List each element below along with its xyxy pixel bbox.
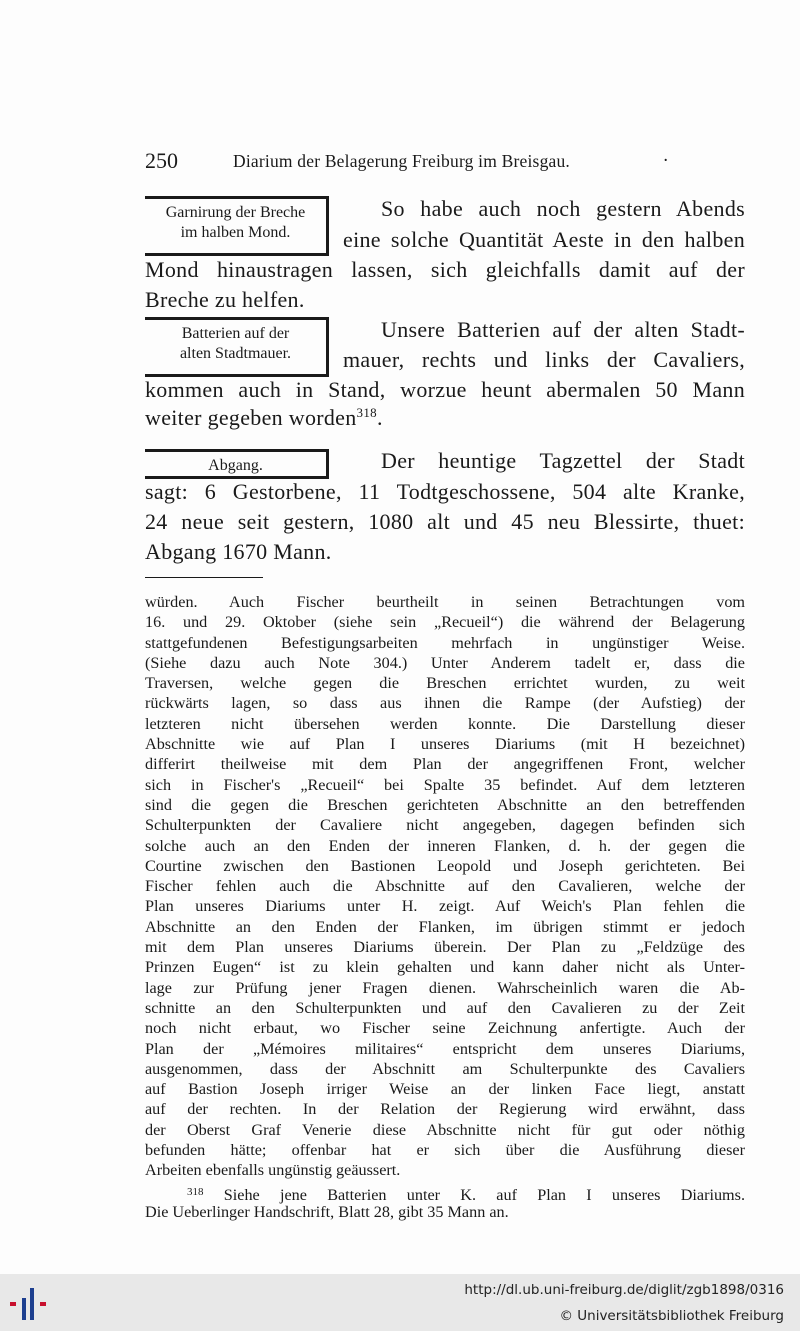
- body-line-text: weiter gegeben worden: [145, 405, 357, 430]
- footnote-line: mit dem Plan unseres Diariums überein. Der Plan zu „Feldzüge des: [145, 938, 745, 957]
- footnote-line: Plan der „Mémoires militaires“ entspricht dem unseres Diariums,: [145, 1039, 745, 1058]
- footnote-line: Die Ueberlinger Handschrift, Blatt 28, gibt 35 Mann an.: [145, 1203, 509, 1222]
- footnote-line: auf Bastion Joseph irriger Weise an der linken Face liegt, anstatt: [145, 1080, 745, 1099]
- footnote-line: schnitte an den Schulterpunkten und auf den Cavalieren zu der Zeit: [145, 998, 745, 1017]
- footnote-line: letzteren nicht übersehen werden konnte. Die Darstellung dieser: [145, 714, 745, 733]
- viewer-footer-bar: [0, 1274, 800, 1331]
- footnote-line: sind die gegen die Breschen gerichteten Abschnitte an den betreffenden: [145, 795, 745, 814]
- footnote-line: Prinzen Eugen“ ist zu klein gehalten und kann daher nicht als Unter-: [145, 958, 745, 977]
- margin-note-line: Abgang.: [208, 457, 263, 474]
- footnote-line: Courtine zwischen den Bastionen Leopold und Joseph gerichteten. Bei: [145, 856, 745, 875]
- margin-note-line: im halben Mond.: [180, 224, 291, 241]
- footnote-line: Abschnitte wie auf Plan I unseres Diariums (mit H bezeichnet): [145, 735, 745, 754]
- body-line: kommen auch in Stand, worzue heunt abermalen 50 Mann: [145, 377, 745, 402]
- footnote-line: Plan unseres Diariums unter H. zeigt. Auf Weich's Plan fehlen die: [145, 897, 745, 916]
- footnote-line: (Siehe dazu auch Note 304.) Unter Anderem tadelt er, dass die: [145, 653, 745, 672]
- body-line: Mond hinaustragen lassen, sich gleichfalls damit auf der: [145, 257, 745, 282]
- footnote-line: würden. Auch Fischer beurtheilt in seinen Betrachtungen vom: [145, 593, 745, 611]
- body-line: So habe auch noch gestern Abends: [381, 196, 745, 221]
- body-line: sagt: 6 Gestorbene, 11 Todtgeschossene, 504 alte Kranke,: [145, 479, 745, 504]
- footnote-line: noch nicht erbaut, wo Fischer seine Zeichnung anfertigte. Auch der: [145, 1019, 745, 1038]
- footnote-divider: [145, 577, 263, 578]
- footnote-line: befunden hätte; offenbar hat er sich über die Ausführung dieser: [145, 1141, 745, 1160]
- running-title: Diarium der Belagerung Freiburg im Breisgau.: [233, 151, 571, 171]
- page-number: 250: [145, 148, 178, 173]
- page-header: [145, 148, 745, 176]
- footnote-line: der Oberst Graf Venerie diese Abschnitte nicht für gut oder nöthig: [145, 1120, 745, 1139]
- body-line: mauer, rechts und links der Cavaliers,: [343, 347, 745, 372]
- body-line: Unsere Batterien auf der alten Stadt-: [381, 317, 745, 342]
- footnote-line: auf der rechten. In der Relation der Regierung wird erwähnt, dass: [145, 1100, 745, 1119]
- footnote-line: Arbeiten ebenfalls ungünstig geäussert.: [145, 1161, 401, 1180]
- footnote-line: Schulterpunkten der Cavaliere nicht angegeben, dagegen befinden sich: [145, 816, 745, 835]
- footnote-number: 318: [187, 1186, 204, 1198]
- margin-note-abgang: [145, 449, 329, 479]
- body-line: Der heuntige Tagzettel der Stadt: [381, 448, 745, 473]
- body-line: Abgang 1670 Mann.: [145, 539, 332, 564]
- margin-note-batterien: [145, 317, 329, 377]
- footnote-line: differirt theilweise mit dem Plan der angegriffenen Front, welcher: [145, 755, 745, 774]
- header-mark: ·: [663, 151, 669, 171]
- footnote-continued: [145, 592, 745, 1181]
- footnote-line: Traversen, welche gegen die Breschen errichtet wurden, zu weit: [145, 674, 745, 693]
- margin-note-line: Batterien auf der: [181, 325, 290, 342]
- footnote-text: Siehe jene Batterien unter K. auf Plan I unseres Diariums.: [223, 1186, 745, 1204]
- footnote-line: solche auch an den Enden der inneren Flanken, d. h. der gegen die: [145, 836, 745, 855]
- margin-note-garnirung: [145, 196, 329, 256]
- footnote-line: lage zur Prüfung jener Fragen dienen. Wahrscheinlich waren die Ab-: [145, 978, 745, 997]
- body-line: eine solche Quantität Aeste in den halben: [343, 227, 745, 252]
- margin-note-line: Garnirung der Breche: [165, 204, 306, 221]
- footnote-318: [145, 1182, 745, 1223]
- footnote-line: rückwärts lagen, so dass aus ihnen die Rampe (der Aufstieg) der: [145, 694, 745, 713]
- copyright-notice: © Universitätsbibliothek Freiburg: [559, 1308, 784, 1324]
- footnote-line: [145, 1182, 745, 1202]
- body-line: 24 neue seit gestern, 1080 alt und 45 neu Blessirte, thuet:: [145, 509, 745, 534]
- footnote-ref: 318: [356, 405, 377, 420]
- permalink-url[interactable]: http://dl.ub.uni-freiburg.de/diglit/zgb1898/0316: [464, 1282, 784, 1298]
- margin-note-line: alten Stadtmauer.: [179, 345, 292, 362]
- footnote-line: 16. und 29. Oktober (siehe sein „Recueil“) die während der Belagerung: [145, 613, 745, 632]
- footnote-line: sich in Fischer's „Recueil“ bei Spalte 35 befindet. Auf dem letzteren: [145, 775, 745, 794]
- period: .: [376, 405, 383, 430]
- footnote-line: Abschnitte an den Enden der Flanken, im übrigen stimmt er jedoch: [145, 917, 745, 936]
- footnote-line: ausgenommen, dass der Abschnitt am Schulterpunkte des Cavaliers: [145, 1059, 745, 1078]
- footnote-line: stattgefundenen Befestigungsarbeiten mehrfach in ungünstiger Weise.: [145, 633, 745, 652]
- footnote-line: Fischer fehlen auch die Abschnitte auf den Cavalieren, welche der: [145, 877, 745, 896]
- library-logo-icon: [6, 1284, 50, 1324]
- body-line: Breche zu helfen.: [145, 287, 305, 312]
- body-line-with-ref: [145, 405, 383, 431]
